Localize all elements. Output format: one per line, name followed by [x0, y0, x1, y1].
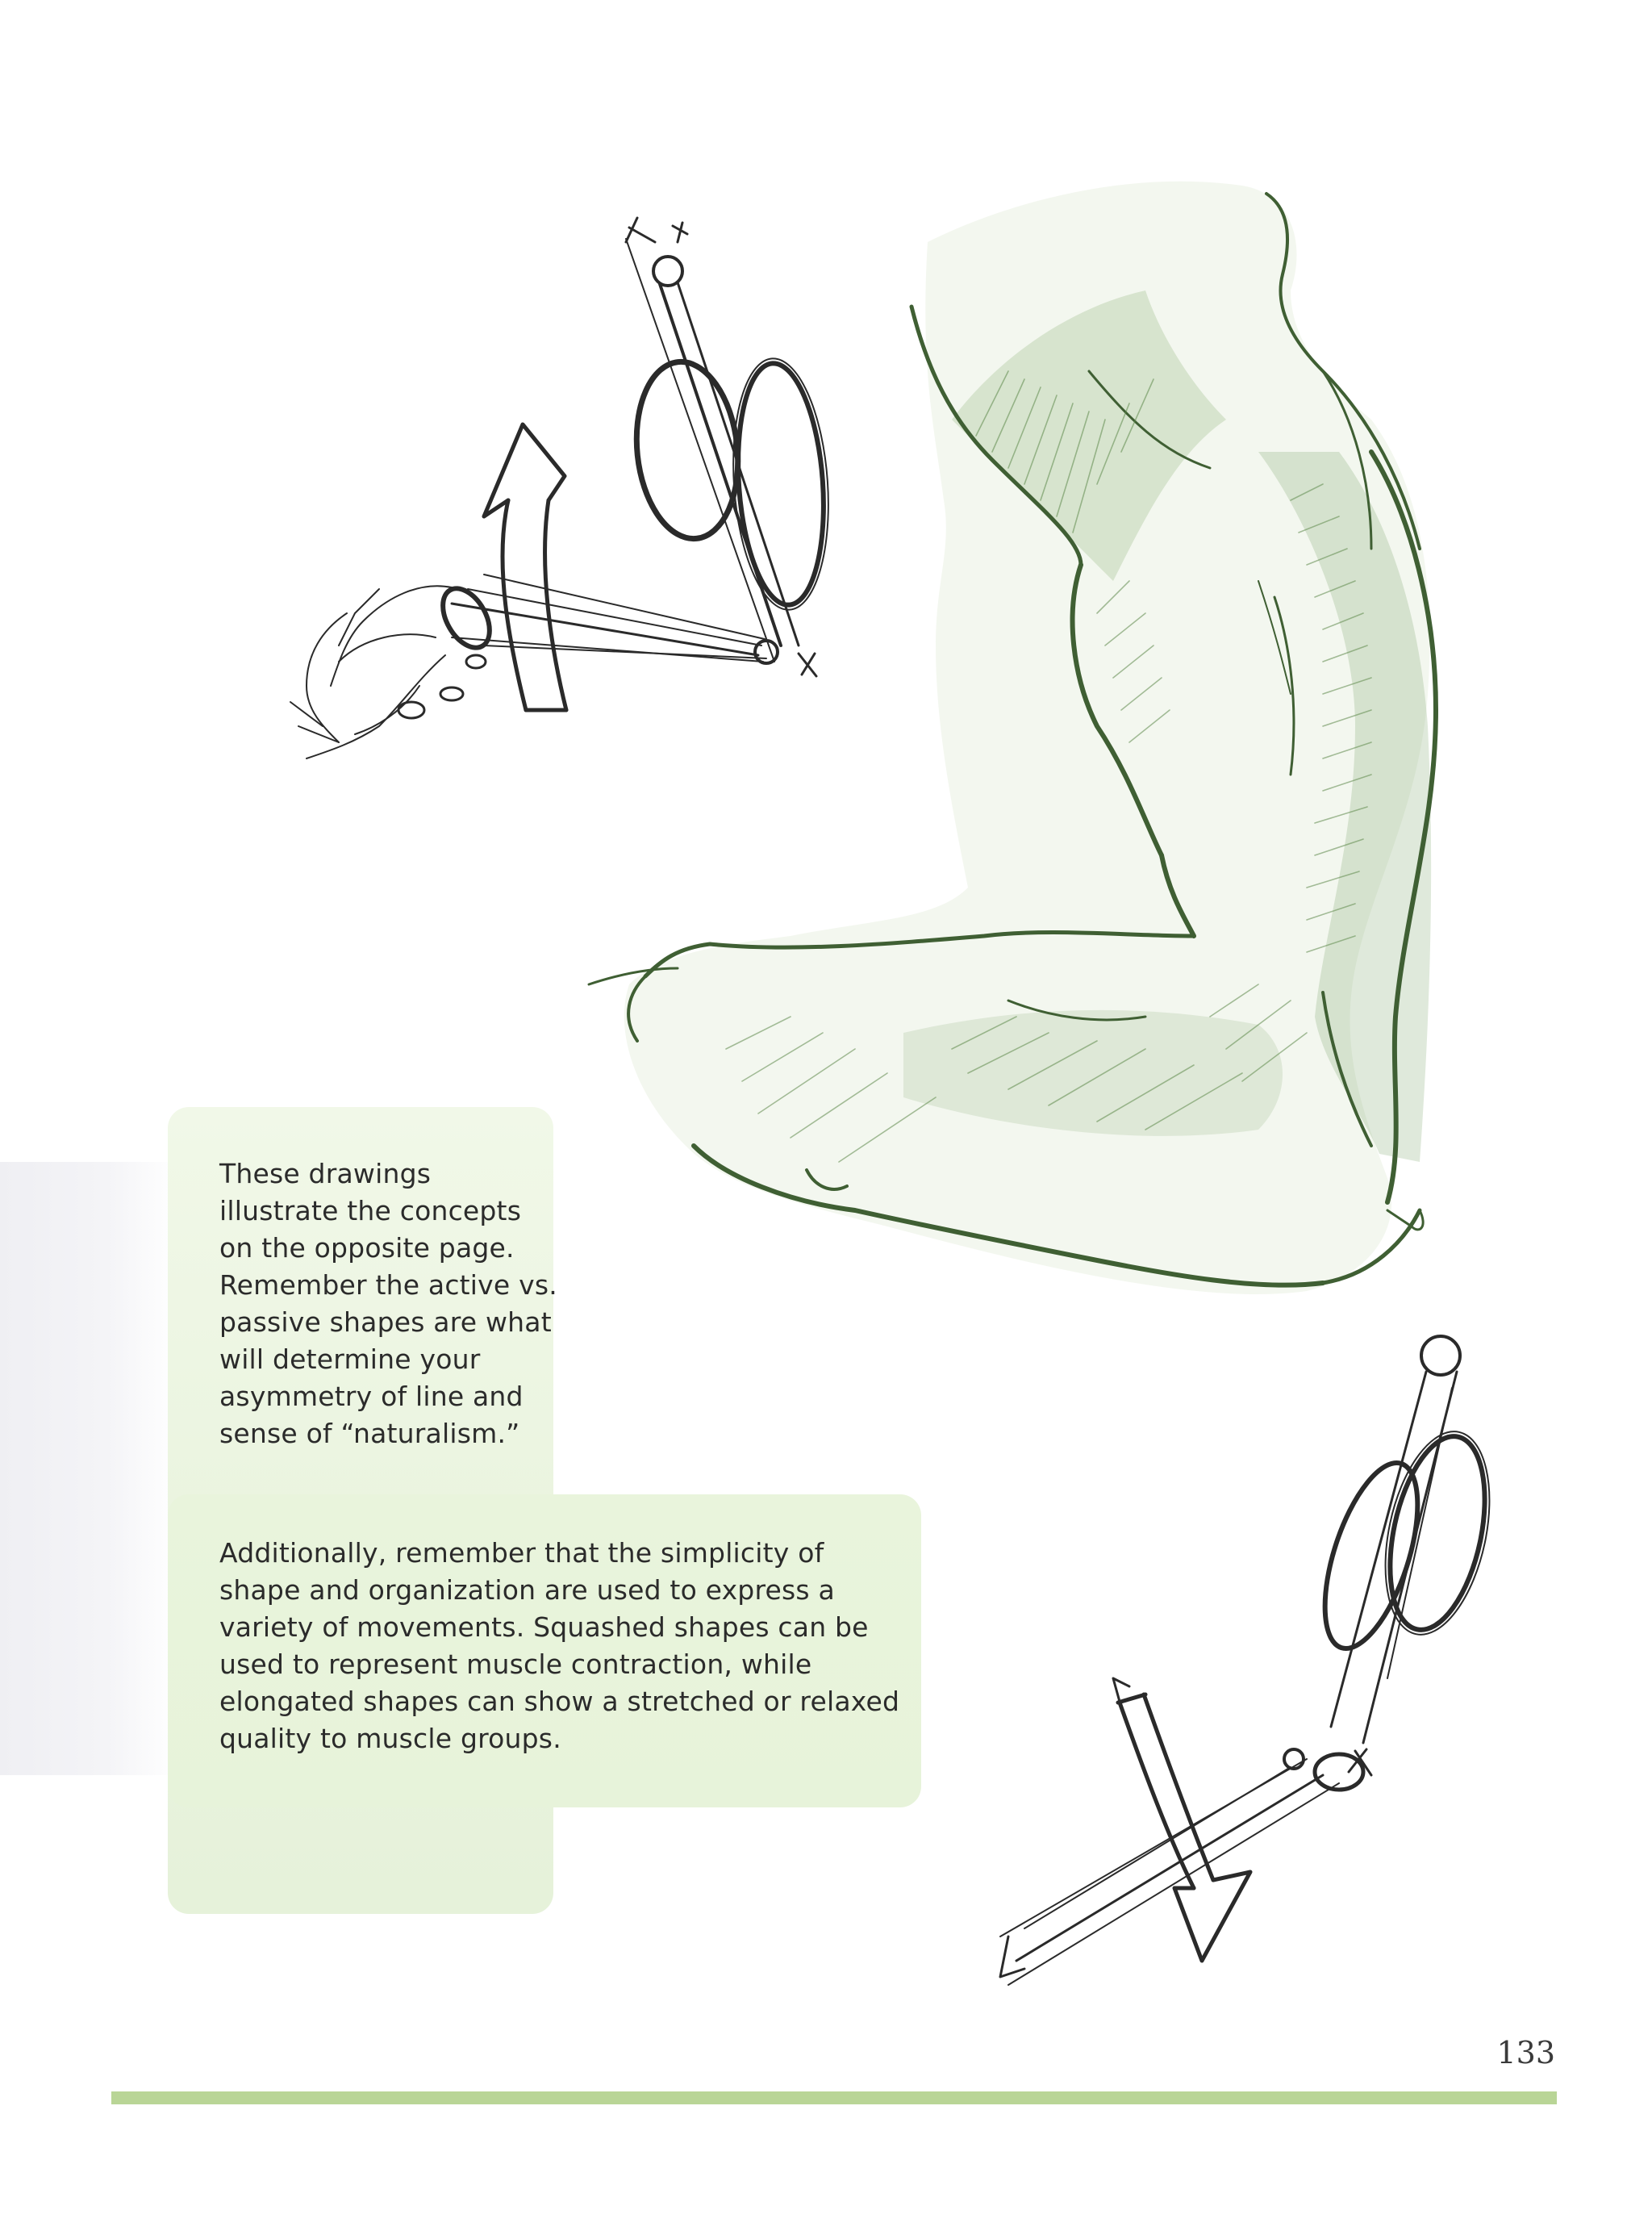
bent-arm-schematic-icon: [290, 218, 836, 758]
page-number: 133: [1496, 2035, 1555, 2070]
extended-arm-schematic-icon: [1000, 1336, 1506, 1985]
caption-paragraph-2: Additionally, remember that the simplicity of shape and organization are used to express a variety of movements. Squashed shapes can be used to represent muscle contraction, while elongated shapes can show a stretched or relaxed quality to muscle groups.: [219, 1537, 900, 1754]
shaded-arm-drawing: [589, 182, 1436, 1294]
caption-paragraph-1: These drawings illustrate the concepts on the opposite page. Remember the active vs. passive shapes are what will determine your asymmetry of line and sense of “naturalism.”: [219, 1158, 557, 1449]
footer-rule: [111, 2091, 1557, 2104]
